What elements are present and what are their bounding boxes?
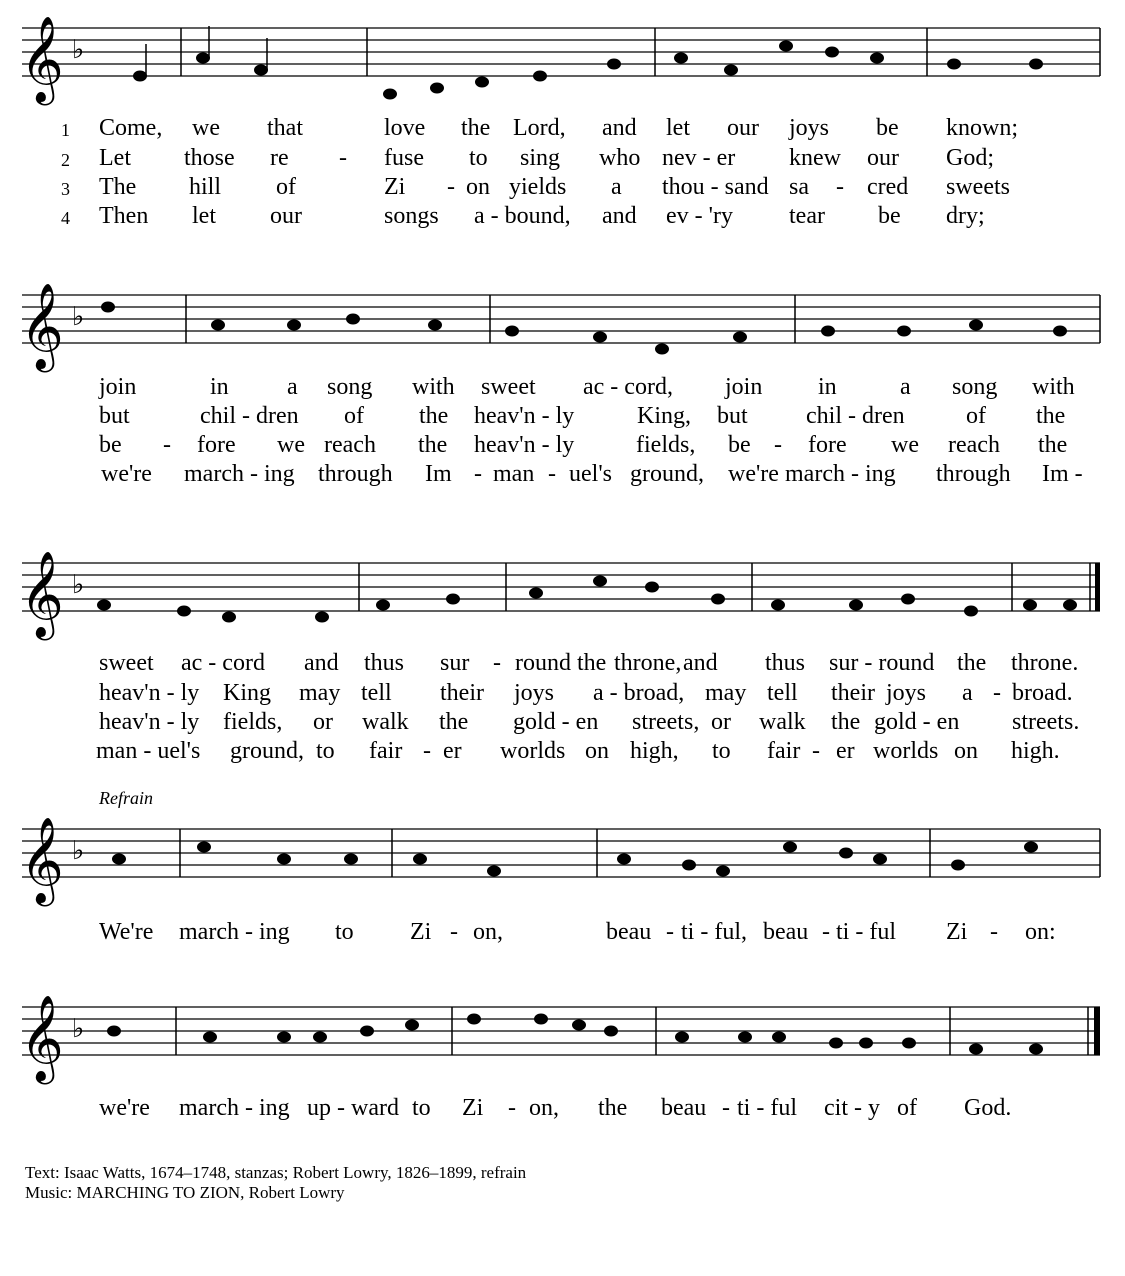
music-staff-4: [0, 785, 1125, 910]
treble-clef: 𝄞: [20, 16, 64, 102]
system-2: 𝄞 ♭ join in a song with sweet ac - cord, join in a song with but chil - dren of the heav'n - ly King, but chil - dren of the be - fore we reach the heav'n - ly fields, be - fore we reach the we're march - ing through Im - man - uel's ground, we're march - ing through Im -: [0, 265, 1125, 495]
flat-sign: ♭: [72, 836, 85, 866]
music-staff-5: [0, 975, 1125, 1090]
treble-clef: 𝄞: [20, 551, 64, 637]
system-4: Refrain 𝄞 ♭ We're march - ing to Zi - on, beau - ti - ful, beau - ti - ful Zi - on:: [0, 785, 1125, 960]
refrain-label: Refrain: [99, 788, 153, 808]
treble-clef: 𝄞: [20, 817, 64, 903]
text-credit: Text: Isaac Watts, 1674–1748, stanzas; Robert Lowry, 1826–1899, refrain: [25, 1163, 527, 1182]
treble-clef: 𝄞: [20, 283, 64, 369]
notes-2: [101, 302, 1067, 355]
music-staff-1: [0, 0, 1125, 115]
hymn-credits: [25, 1163, 526, 1203]
system-1: 𝄞 ♭ 1 2 3 4 Come, we that love the Lord, and let our joys be known; Let those re - fuse to sing who nev - er knew our God; The hill of Zi - on yields a thou - sand sa - cred sweets Then let our songs a - bound, and ev - 'ry tear be dry;: [0, 0, 1125, 240]
flat-sign: ♭: [72, 35, 85, 65]
stanza-number: 1: [61, 120, 70, 140]
stanza-number: 2: [61, 150, 70, 170]
flat-sign: ♭: [72, 302, 85, 332]
system-3: 𝄞 ♭ sweet ac - cord and thus sur - round the throne, and thus sur - round the throne. heav'n - ly King may tell their joys a - broad, may tell their joys a - broad. heav'n - ly fields, or walk the gold - en streets, or walk the gold - en streets. man - uel's ground, to fair - er worlds on high, to fair - er worlds on high.: [0, 535, 1125, 770]
stanza-number: 3: [61, 179, 70, 199]
treble-clef: 𝄞: [20, 995, 64, 1081]
system-5: 𝄞 ♭ we're march - ing up - ward to Zi - on, the beau - ti - ful cit - y of God.: [0, 975, 1125, 1135]
flat-sign: ♭: [72, 1014, 85, 1044]
stanza-number: 4: [61, 208, 70, 228]
notes-5: [107, 1014, 1043, 1055]
notes-1: [133, 26, 1043, 100]
music-staff-3: [0, 535, 1125, 645]
final-barline: [1095, 563, 1100, 611]
flat-sign: ♭: [72, 570, 85, 600]
music-credit: Music: MARCHING TO ZION, Robert Lowry: [25, 1183, 345, 1202]
music-staff-2: [0, 265, 1125, 375]
notes-4: [112, 842, 1038, 877]
final-barline: [1094, 1007, 1100, 1055]
